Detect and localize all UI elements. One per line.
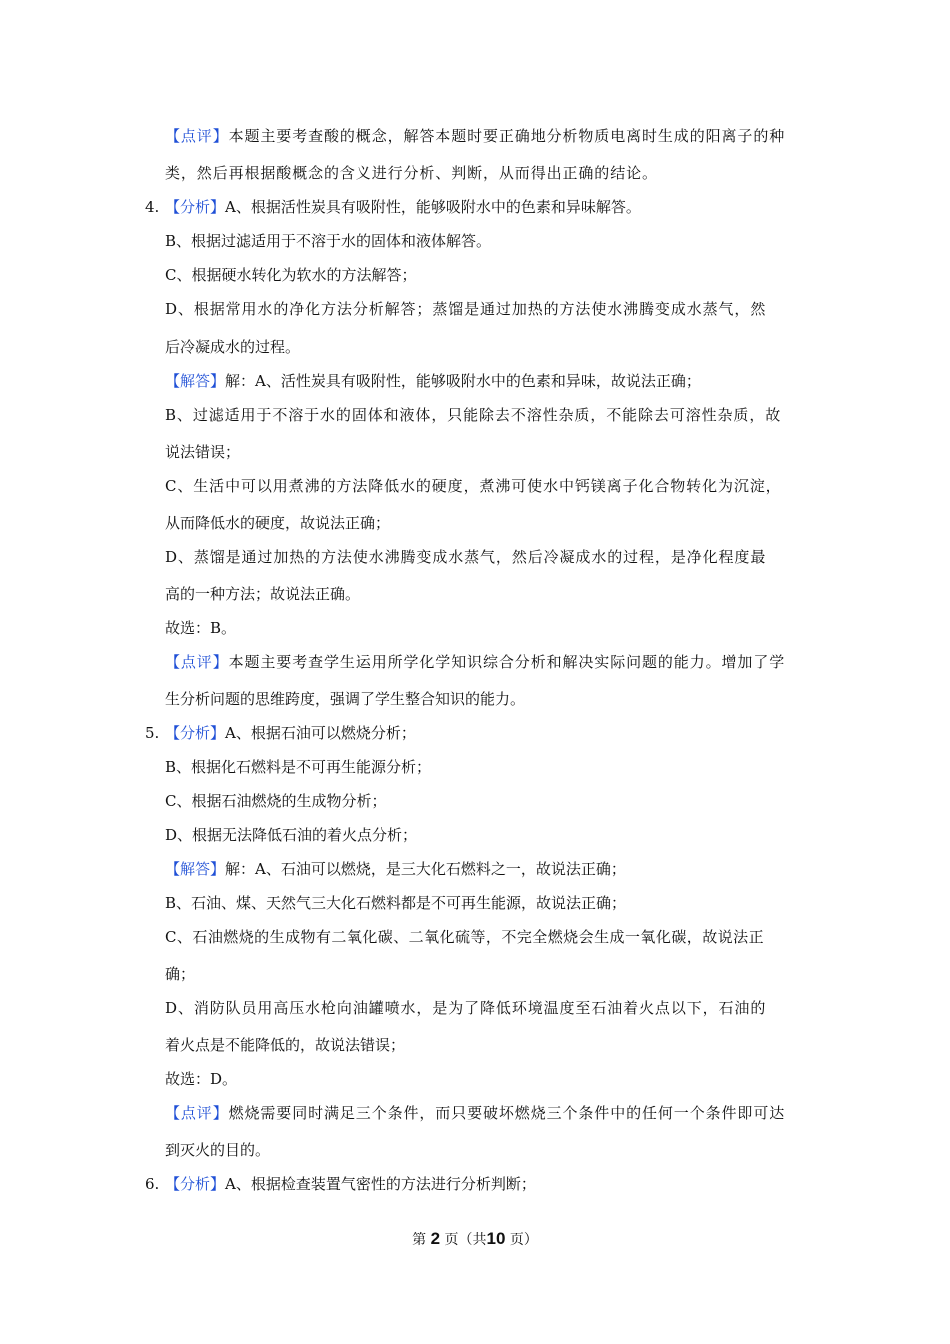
q4-comment-line-2: 生分析问题的思维跨度，强调了学生整合知识的能力。 xyxy=(165,690,526,708)
q5-answer-b: B、石油、煤、天然气三大化石燃料都是不可再生能源，故说法正确； xyxy=(165,894,627,912)
q6-analysis-a: 【分析】A、根据检查装置气密性的方法进行分析判断； xyxy=(165,1175,536,1193)
comment-tag: 【点评】 xyxy=(165,127,229,145)
question-number: 5. xyxy=(145,724,160,742)
q4-analysis-d-line-1: D、根据常用水的净化方法分析解答；蒸馏是通过加热的方法使水沸腾变成水蒸气，然 xyxy=(165,300,767,318)
answer-tag: 【解答】 xyxy=(165,372,226,390)
comment-tag: 【点评】 xyxy=(165,653,229,671)
q3-comment-line-1: 【点评】本题主要考查酸的概念，解答本题时要正确地分析物质电离时生成的阳离子的种 xyxy=(165,127,786,145)
q4-choice: 故选：B。 xyxy=(165,619,237,637)
q5-answer-c-line-2: 确； xyxy=(165,965,196,983)
q4-answer-d-line-2: 高的一种方法；故说法正确。 xyxy=(165,585,361,603)
q4-answer-b-line-1: B、过滤适用于不溶于水的固体和液体，只能除去不溶性杂质，不能除去可溶性杂质，故 xyxy=(165,406,782,424)
comment-tag: 【点评】 xyxy=(165,1104,229,1122)
q5-choice: 故选：D。 xyxy=(165,1070,238,1088)
q4-analysis-a: 【分析】A、根据活性炭具有吸附性，能够吸附水中的色素和异味解答。 xyxy=(165,198,641,216)
q5-answer-a: 【解答】解：A、石油可以燃烧，是三大化石燃料之一，故说法正确； xyxy=(165,860,626,878)
q5-analysis-c: C、根据石油燃烧的生成物分析； xyxy=(165,792,387,810)
q5-comment-line-1: 【点评】燃烧需要同时满足三个条件，而只要破坏燃烧三个条件中的任何一个条件即可达 xyxy=(165,1104,786,1122)
q4-answer-d-line-1: D、蒸馏是通过加热的方法使水沸腾变成水蒸气，然后冷凝成水的过程，是净化程度最 xyxy=(165,548,767,566)
q4-answer-c-line-1: C、生活中可以用煮沸的方法降低水的硬度，煮沸可使水中钙镁离子化合物转化为沉淀， xyxy=(165,477,782,495)
q4-answer-b-line-2: 说法错误； xyxy=(165,443,241,461)
q5-analysis-d: D、根据无法降低石油的着火点分析； xyxy=(165,826,418,844)
q3-comment-line-2: 类，然后再根据酸概念的含义进行分析、判断，从而得出正确的结论。 xyxy=(165,164,658,182)
q4-analysis-b: B、根据过滤适用于不溶于水的固体和液体解答。 xyxy=(165,232,492,250)
page-footer: 第 2 页（共10 页） xyxy=(412,1229,538,1248)
answer-tag: 【解答】 xyxy=(165,860,226,878)
question-number: 6. xyxy=(145,1175,160,1193)
q5-analysis-b: B、根据化石燃料是不可再生能源分析； xyxy=(165,758,432,776)
q4-analysis-c: C、根据硬水转化为软水的方法解答； xyxy=(165,266,417,284)
page-number: 2 xyxy=(430,1229,441,1248)
q5-answer-d-line-2: 着火点是不能降低的，故说法错误； xyxy=(165,1036,406,1054)
analysis-tag: 【分析】 xyxy=(165,724,226,742)
q5-answer-c-line-1: C、石油燃烧的生成物有二氧化碳、二氧化硫等，不完全燃烧会生成一氧化碳，故说法正 xyxy=(165,928,765,946)
q4-comment-line-1: 【点评】本题主要考查学生运用所学化学知识综合分析和解决实际问题的能力。增加了学 xyxy=(165,653,786,671)
question-number: 4. xyxy=(145,198,160,216)
q4-analysis-d-line-2: 后冷凝成水的过程。 xyxy=(165,338,301,356)
q5-analysis-a: 【分析】A、根据石油可以燃烧分析； xyxy=(165,724,416,742)
analysis-tag: 【分析】 xyxy=(165,1175,226,1193)
q5-answer-d-line-1: D、消防队员用高压水枪向油罐喷水，是为了降低环境温度至石油着火点以下，石油的 xyxy=(165,999,767,1017)
q5-comment-line-2: 到灭火的目的。 xyxy=(165,1141,271,1159)
analysis-tag: 【分析】 xyxy=(165,198,226,216)
q4-answer-a: 【解答】解：A、活性炭具有吸附性，能够吸附水中的色素和异味，故说法正确； xyxy=(165,372,701,390)
page-total: 10 xyxy=(486,1229,506,1248)
q4-answer-c-line-2: 从而降低水的硬度，故说法正确； xyxy=(165,514,391,532)
